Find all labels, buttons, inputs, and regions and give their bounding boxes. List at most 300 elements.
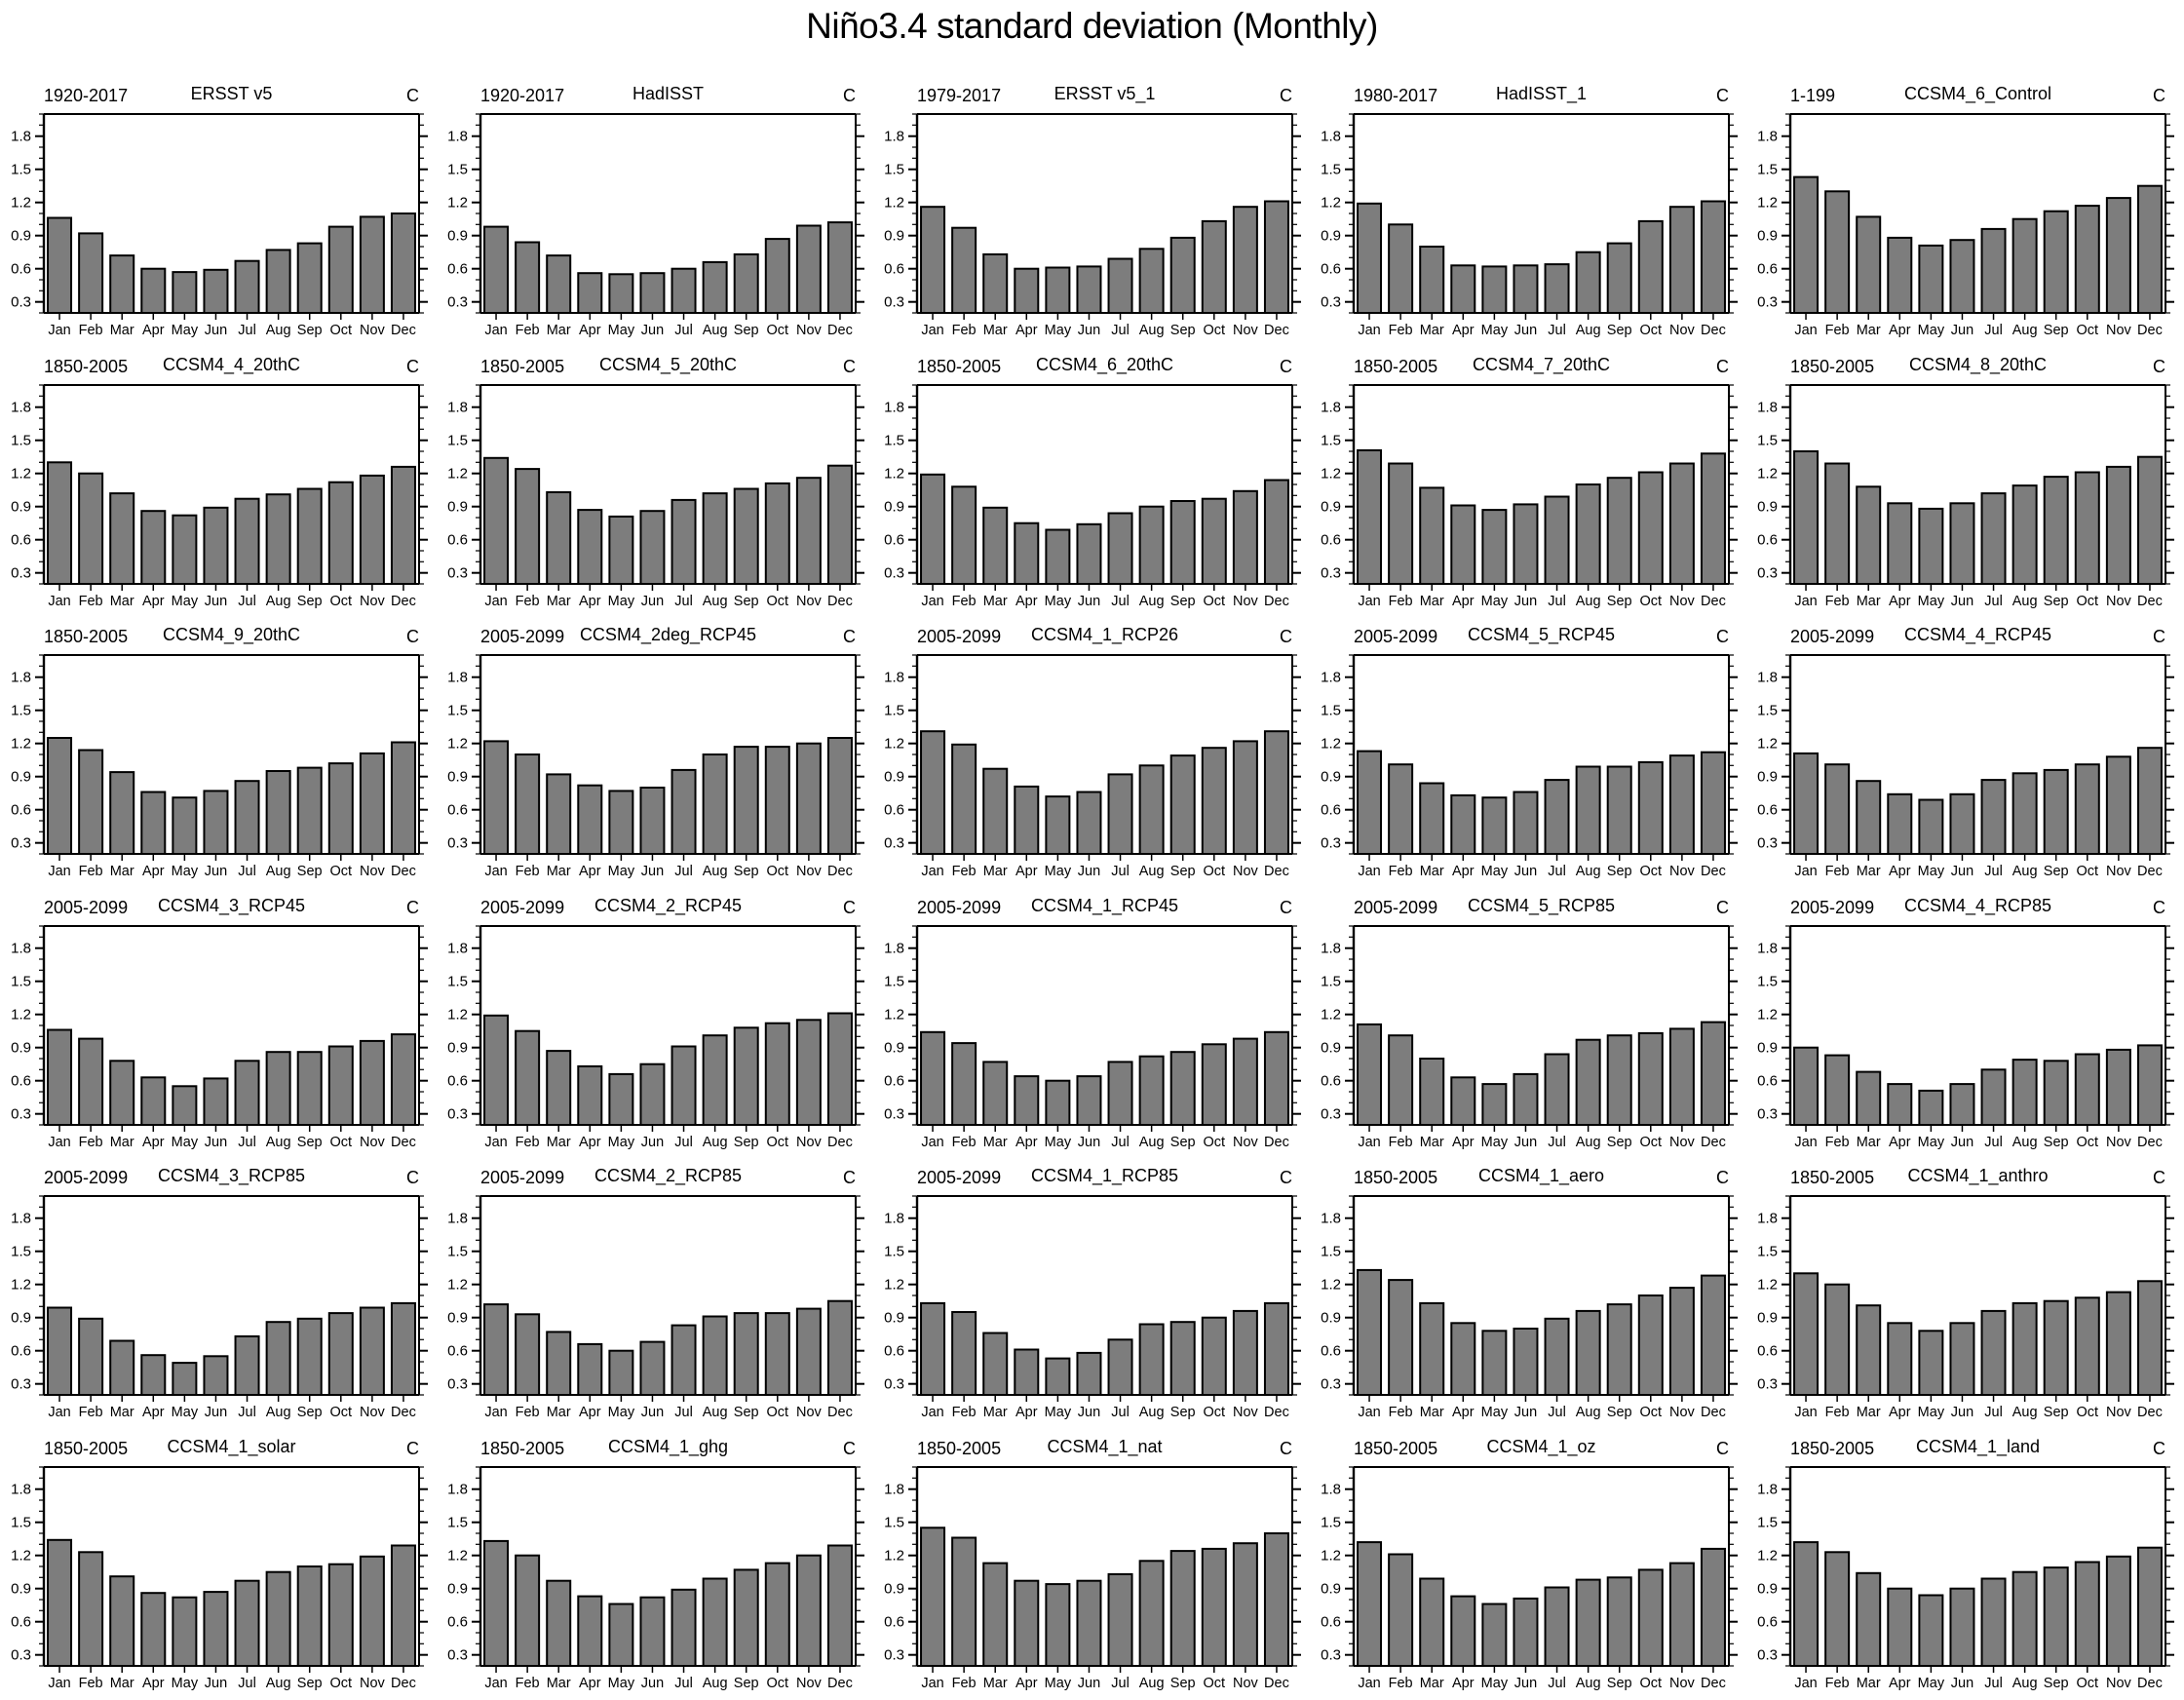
x-tick-label: Mar <box>546 323 571 338</box>
chart-panel-CCSM4-1-anthro <box>1746 1142 2183 1425</box>
bar-Apr <box>1451 795 1475 854</box>
x-tick-label: Nov <box>1668 593 1695 609</box>
corner-label: C <box>406 1438 419 1458</box>
chart-title: ERSST v5 <box>190 84 273 103</box>
chart-title: CCSM4_1_land <box>1915 1436 2041 1456</box>
bar-Sep <box>298 244 322 313</box>
y-tick-label: 0.9 <box>447 498 468 516</box>
y-tick-label: 0.9 <box>1321 498 1341 516</box>
y-tick-label: 0.6 <box>1757 260 1778 278</box>
y-tick-label: 0.9 <box>11 1309 31 1327</box>
y-tick-label: 1.2 <box>447 735 468 753</box>
x-tick-label: Jul <box>674 323 693 338</box>
bar-Mar <box>983 769 1007 854</box>
x-tick-label: Aug <box>702 323 728 338</box>
x-tick-label: Sep <box>2043 593 2069 609</box>
x-tick-label: Jun <box>1077 1134 1101 1150</box>
x-tick-label: May <box>1917 1675 1945 1691</box>
bar-Jun <box>1513 1598 1537 1665</box>
bar-Jul <box>236 1061 259 1125</box>
x-tick-label: Jun <box>640 593 665 609</box>
x-tick-label: Apr <box>579 1134 601 1150</box>
y-tick-label: 1.2 <box>11 1006 31 1024</box>
chart-panel-CCSM4-5-20thC <box>437 331 873 614</box>
bar-Nov <box>2107 1556 2130 1665</box>
y-tick-label: 0.3 <box>1321 834 1341 852</box>
x-tick-label: Apr <box>579 1405 601 1420</box>
bar-Nov <box>1670 1563 1694 1665</box>
bar-Nov <box>797 1309 821 1395</box>
bar-Dec <box>1702 1276 1725 1395</box>
bar-Sep <box>1171 1322 1195 1395</box>
y-tick-label: 1.2 <box>1321 194 1341 212</box>
chart-panel-CCSM4-4-20thC <box>0 331 437 614</box>
x-tick-label: Aug <box>265 1675 291 1691</box>
x-tick-label: Feb <box>78 1405 103 1420</box>
x-tick-label: Sep <box>733 593 759 609</box>
y-tick-label: 1.8 <box>11 1481 31 1498</box>
x-tick-label: Nov <box>2105 1405 2131 1420</box>
bar-Jun <box>204 270 227 313</box>
x-tick-label: Jul <box>1548 323 1566 338</box>
bar-Jan <box>921 731 944 854</box>
x-tick-label: Apr <box>142 323 165 338</box>
y-tick-label: 1.2 <box>1757 1547 1778 1565</box>
bar-Jun <box>640 788 664 854</box>
bar-Mar <box>547 774 570 854</box>
y-tick-label: 1.5 <box>11 1514 31 1531</box>
x-tick-label: Oct <box>329 1134 353 1150</box>
bar-May <box>172 1597 196 1665</box>
x-tick-label: Dec <box>2137 1134 2163 1150</box>
y-tick-label: 0.9 <box>447 1309 468 1327</box>
x-tick-label: Aug <box>1575 593 1601 609</box>
bar-Jun <box>204 1356 227 1395</box>
bar-Nov <box>1234 741 1257 854</box>
y-tick-label: 0.9 <box>1757 1580 1778 1598</box>
x-tick-label: Dec <box>1264 323 1289 338</box>
x-tick-label: Dec <box>391 1134 416 1150</box>
x-tick-label: Apr <box>1015 1134 1038 1150</box>
bar-Mar <box>1420 784 1443 855</box>
bar-Jun <box>1513 792 1537 855</box>
x-tick-label: Apr <box>1015 593 1038 609</box>
x-tick-label: Jun <box>1513 1134 1538 1150</box>
x-tick-label: Jun <box>1077 593 1101 609</box>
y-tick-label: 0.6 <box>1757 1072 1778 1090</box>
chart-panel-CCSM4-3-RCP45 <box>0 872 437 1155</box>
x-tick-label: May <box>1917 323 1945 338</box>
x-tick-label: Apr <box>1889 864 1911 879</box>
chart-panel-CCSM4-5-RCP45 <box>1310 601 1746 884</box>
bar-May <box>1046 529 1069 584</box>
x-tick-label: Jan <box>484 323 508 338</box>
bar-Apr <box>1015 522 1038 583</box>
bar-Jan <box>1794 1047 1818 1124</box>
period-label: 2005-2099 <box>917 627 1002 646</box>
bar-Oct <box>2076 206 2099 313</box>
chart-title: CCSM4_1_anthro <box>1907 1166 2049 1185</box>
x-tick-label: Mar <box>109 1134 134 1150</box>
bar-Jul <box>672 770 696 854</box>
x-tick-label: Mar <box>1419 1675 1444 1691</box>
bar-Aug <box>267 250 290 313</box>
y-tick-label: 0.6 <box>1321 260 1341 278</box>
bar-Sep <box>735 1027 758 1125</box>
x-tick-label: Nov <box>2105 1134 2131 1150</box>
bar-Jul <box>236 1336 259 1395</box>
x-tick-label: Mar <box>546 864 571 879</box>
x-tick-label: Jul <box>1111 1134 1130 1150</box>
chart-panel-ERSST-v5-1 <box>873 60 1310 343</box>
period-label: 1850-2005 <box>44 1438 129 1458</box>
bar-Oct <box>766 1023 789 1124</box>
chart-title: CCSM4_4_RCP45 <box>1903 625 2052 644</box>
bar-Sep <box>1608 1035 1631 1125</box>
x-tick-label: May <box>1480 864 1509 879</box>
bar-Dec <box>828 465 852 583</box>
chart-title: HadISST <box>632 84 705 103</box>
bar-Sep <box>1171 501 1195 584</box>
bar-Dec <box>1702 202 1725 314</box>
x-tick-label: Oct <box>329 323 353 338</box>
bar-Feb <box>1389 1280 1412 1395</box>
bar-Jun <box>1950 794 1973 854</box>
x-tick-label: Oct <box>1203 593 1226 609</box>
y-tick-label: 0.3 <box>1321 293 1341 311</box>
x-tick-label: May <box>1044 593 1072 609</box>
bar-Oct <box>1639 1295 1663 1395</box>
x-tick-label: Feb <box>951 1134 977 1150</box>
y-tick-label: 1.8 <box>1757 1210 1778 1227</box>
x-tick-label: Jul <box>674 1134 693 1150</box>
bar-Dec <box>392 1034 415 1125</box>
x-tick-label: May <box>171 593 199 609</box>
x-tick-label: Dec <box>2137 1405 2163 1420</box>
chart-panel-CCSM4-6-20thC <box>873 331 1310 614</box>
bar-Jul <box>1109 259 1132 314</box>
bar-Dec <box>828 1301 852 1395</box>
x-tick-label: Jan <box>48 1134 71 1150</box>
chart-title: CCSM4_1_solar <box>167 1436 296 1456</box>
x-tick-label: Jan <box>1358 864 1381 879</box>
bar-Jul <box>1982 229 2006 313</box>
x-tick-label: Feb <box>951 1405 977 1420</box>
x-tick-label: Feb <box>78 593 103 609</box>
y-tick-label: 1.5 <box>447 1243 468 1260</box>
bar-Oct <box>329 1564 353 1665</box>
x-tick-label: Aug <box>265 593 291 609</box>
x-tick-label: Jan <box>484 1134 508 1150</box>
x-tick-label: Jan <box>921 864 944 879</box>
x-tick-label: Nov <box>2105 323 2131 338</box>
bar-Sep <box>1608 244 1631 313</box>
bar-Aug <box>1577 1579 1600 1665</box>
x-tick-label: Oct <box>2076 593 2099 609</box>
y-tick-label: 0.9 <box>11 1580 31 1598</box>
bar-Oct <box>1639 472 1663 584</box>
x-tick-label: May <box>607 1405 635 1420</box>
x-tick-label: Sep <box>1606 593 1632 609</box>
y-tick-label: 1.2 <box>1757 1006 1778 1024</box>
x-tick-label: Apr <box>142 593 165 609</box>
bar-Nov <box>797 744 821 854</box>
bar-Jun <box>640 1597 664 1665</box>
x-tick-label: Aug <box>1138 593 1165 609</box>
bar-May <box>1919 508 1942 583</box>
bar-Mar <box>547 1332 570 1395</box>
bar-Dec <box>1265 1533 1288 1666</box>
bar-Dec <box>1702 1548 1725 1665</box>
x-tick-label: Sep <box>296 1675 323 1691</box>
bar-Mar <box>1857 1071 1880 1124</box>
period-label: 1979-2017 <box>917 86 1002 105</box>
bar-Nov <box>361 1040 384 1124</box>
x-tick-label: Mar <box>109 1675 134 1691</box>
x-tick-label: Nov <box>1668 864 1695 879</box>
bar-Feb <box>1825 1285 1849 1395</box>
x-tick-label: Nov <box>1232 1405 1258 1420</box>
y-tick-label: 0.3 <box>884 564 904 582</box>
x-tick-label: Jun <box>204 593 228 609</box>
bar-Nov <box>797 1020 821 1125</box>
y-tick-label: 1.2 <box>447 465 468 483</box>
bar-Jul <box>1546 496 1569 584</box>
y-tick-label: 1.8 <box>1321 399 1341 416</box>
x-tick-label: Nov <box>795 864 822 879</box>
x-tick-label: Oct <box>329 593 353 609</box>
bar-Dec <box>392 1303 415 1395</box>
x-tick-label: Apr <box>579 1675 601 1691</box>
bar-Jul <box>1109 513 1132 584</box>
y-tick-label: 0.9 <box>1321 1039 1341 1057</box>
bar-Mar <box>1420 247 1443 313</box>
x-tick-label: Jan <box>921 1134 944 1150</box>
x-tick-label: Jan <box>1358 593 1381 609</box>
x-tick-label: May <box>1044 864 1072 879</box>
bar-Apr <box>1888 1588 1911 1665</box>
x-tick-label: Jan <box>1358 1405 1381 1420</box>
y-tick-label: 0.6 <box>884 531 904 549</box>
bar-Apr <box>578 1344 601 1395</box>
chart-panel-CCSM4-2deg-RCP45 <box>437 601 873 884</box>
x-tick-label: Sep <box>296 1405 323 1420</box>
x-tick-label: Jun <box>1513 593 1538 609</box>
x-tick-label: Oct <box>766 1405 789 1420</box>
x-tick-label: Nov <box>359 1675 385 1691</box>
chart-title: CCSM4_1_nat <box>1047 1436 1163 1456</box>
bar-Feb <box>1389 764 1412 854</box>
bar-Aug <box>1140 765 1164 854</box>
x-tick-label: Jul <box>1984 1675 2003 1691</box>
x-tick-label: Mar <box>982 864 1008 879</box>
bar-Feb <box>79 1552 102 1666</box>
bar-Nov <box>1670 207 1694 313</box>
bar-May <box>609 516 632 583</box>
corner-label: C <box>1280 356 1292 376</box>
bar-Dec <box>828 222 852 313</box>
x-tick-label: Sep <box>733 1134 759 1150</box>
bar-Aug <box>1577 1039 1600 1124</box>
corner-label: C <box>2153 1438 2165 1458</box>
corner-label: C <box>843 897 856 917</box>
y-tick-label: 0.6 <box>1321 1613 1341 1631</box>
bar-Jun <box>1077 266 1100 313</box>
x-tick-label: Aug <box>1138 1134 1165 1150</box>
bar-Apr <box>1451 1077 1475 1125</box>
x-tick-label: Apr <box>1889 1134 1911 1150</box>
x-tick-label: Nov <box>1232 864 1258 879</box>
y-tick-label: 0.6 <box>11 1342 31 1360</box>
x-tick-label: Sep <box>1169 1675 1196 1691</box>
x-tick-label: Nov <box>1668 1675 1695 1691</box>
bar-Mar <box>983 1563 1007 1665</box>
x-tick-label: Nov <box>359 864 385 879</box>
bar-Aug <box>704 1317 727 1396</box>
x-tick-label: Mar <box>1419 323 1444 338</box>
x-tick-label: Oct <box>766 323 789 338</box>
x-tick-label: Mar <box>982 593 1008 609</box>
bar-May <box>1046 268 1069 314</box>
bar-Aug <box>1140 249 1164 313</box>
bar-Feb <box>516 1555 539 1665</box>
bar-Jun <box>1950 1323 1973 1395</box>
x-tick-label: Mar <box>1856 1675 1881 1691</box>
bar-Jun <box>204 791 227 854</box>
y-tick-label: 1.8 <box>884 1481 904 1498</box>
y-tick-label: 0.6 <box>1321 1342 1341 1360</box>
bar-Feb <box>516 243 539 314</box>
x-tick-label: Oct <box>1639 864 1663 879</box>
x-tick-label: Aug <box>265 864 291 879</box>
bar-May <box>1919 1090 1942 1124</box>
chart-title: CCSM4_2_RCP85 <box>594 1166 743 1185</box>
x-tick-label: Dec <box>2137 864 2163 879</box>
x-tick-label: Jul <box>238 323 256 338</box>
x-tick-label: Jan <box>921 1405 944 1420</box>
bar-Oct <box>766 483 789 583</box>
bar-Nov <box>2107 466 2130 583</box>
chart-title: CCSM4_6_Control <box>1903 84 2052 103</box>
chart-panel-ERSST-v5 <box>0 60 437 343</box>
x-tick-label: Oct <box>1203 1675 1226 1691</box>
bar-Dec <box>2138 456 2162 583</box>
corner-label: C <box>1280 1168 1292 1187</box>
x-tick-label: Apr <box>1452 1134 1475 1150</box>
x-tick-label: Jul <box>1984 1405 2003 1420</box>
y-tick-label: 1.2 <box>1757 465 1778 483</box>
corner-label: C <box>406 897 419 917</box>
bar-Sep <box>2045 1061 2068 1125</box>
y-tick-label: 0.6 <box>884 260 904 278</box>
x-tick-label: Jul <box>1984 593 2003 609</box>
bar-May <box>1046 796 1069 854</box>
y-tick-label: 0.6 <box>447 531 468 549</box>
bar-Jan <box>1794 753 1818 854</box>
bar-Jun <box>640 1063 664 1124</box>
x-tick-label: Jan <box>484 864 508 879</box>
bar-May <box>609 1603 632 1666</box>
bar-Jun <box>1950 1588 1973 1665</box>
bar-May <box>172 797 196 854</box>
x-tick-label: Nov <box>359 1405 385 1420</box>
x-tick-label: Nov <box>795 323 822 338</box>
bar-Dec <box>828 1545 852 1666</box>
x-tick-label: May <box>1480 323 1509 338</box>
bar-Jan <box>484 1304 508 1395</box>
x-tick-label: Feb <box>951 1675 977 1691</box>
chart-title: CCSM4_9_20thC <box>162 625 301 644</box>
x-tick-label: Nov <box>1668 1405 1695 1420</box>
bar-Oct <box>2076 472 2099 584</box>
bar-Sep <box>735 254 758 313</box>
x-tick-label: Jan <box>1794 593 1818 609</box>
bar-May <box>172 272 196 313</box>
y-tick-label: 1.5 <box>11 161 31 178</box>
x-tick-label: Apr <box>142 1134 165 1150</box>
y-tick-label: 0.9 <box>884 1039 904 1057</box>
period-label: 1850-2005 <box>1354 1438 1438 1458</box>
bar-Jan <box>1358 1024 1381 1124</box>
bar-Aug <box>704 262 727 313</box>
x-tick-label: Aug <box>265 1405 291 1420</box>
y-tick-label: 0.3 <box>11 1646 31 1664</box>
y-tick-label: 1.5 <box>1757 1514 1778 1531</box>
bar-Apr <box>1015 1350 1038 1396</box>
corner-label: C <box>1280 86 1292 105</box>
y-tick-label: 1.8 <box>11 940 31 957</box>
bar-Jul <box>1546 264 1569 313</box>
x-tick-label: Feb <box>515 864 540 879</box>
x-tick-label: Feb <box>78 1134 103 1150</box>
bar-Sep <box>735 1569 758 1666</box>
x-tick-label: Jul <box>1548 864 1566 879</box>
x-tick-label: Jan <box>48 323 71 338</box>
x-tick-label: Jul <box>1548 1134 1566 1150</box>
y-tick-label: 1.5 <box>1757 432 1778 449</box>
y-tick-label: 0.9 <box>1321 1580 1341 1598</box>
bar-Mar <box>1420 487 1443 584</box>
bar-Oct <box>2076 1054 2099 1125</box>
bar-Oct <box>1203 748 1226 854</box>
y-tick-label: 0.3 <box>1757 1375 1778 1393</box>
x-tick-label: Nov <box>1232 593 1258 609</box>
y-tick-label: 1.5 <box>1757 973 1778 990</box>
bar-Dec <box>1265 731 1288 854</box>
y-tick-label: 0.3 <box>1321 564 1341 582</box>
corner-label: C <box>1716 86 1729 105</box>
x-tick-label: Dec <box>1264 1134 1289 1150</box>
y-tick-label: 1.8 <box>1757 940 1778 957</box>
bar-May <box>1919 1595 1942 1666</box>
x-tick-label: Jul <box>1111 864 1130 879</box>
x-tick-label: Jan <box>484 1675 508 1691</box>
bar-Jan <box>1794 451 1818 584</box>
corner-label: C <box>1280 1438 1292 1458</box>
y-tick-label: 0.3 <box>11 834 31 852</box>
x-tick-label: May <box>607 1134 635 1150</box>
corner-label: C <box>843 86 856 105</box>
period-label: 1850-2005 <box>1354 1168 1438 1187</box>
bar-Oct <box>329 227 353 313</box>
x-tick-label: Mar <box>546 1405 571 1420</box>
corner-label: C <box>2153 627 2165 646</box>
x-tick-label: May <box>1480 1675 1509 1691</box>
y-tick-label: 0.9 <box>1757 227 1778 245</box>
x-tick-label: Oct <box>766 1675 789 1691</box>
bar-Feb <box>952 1312 976 1395</box>
x-tick-label: Jul <box>1548 593 1566 609</box>
